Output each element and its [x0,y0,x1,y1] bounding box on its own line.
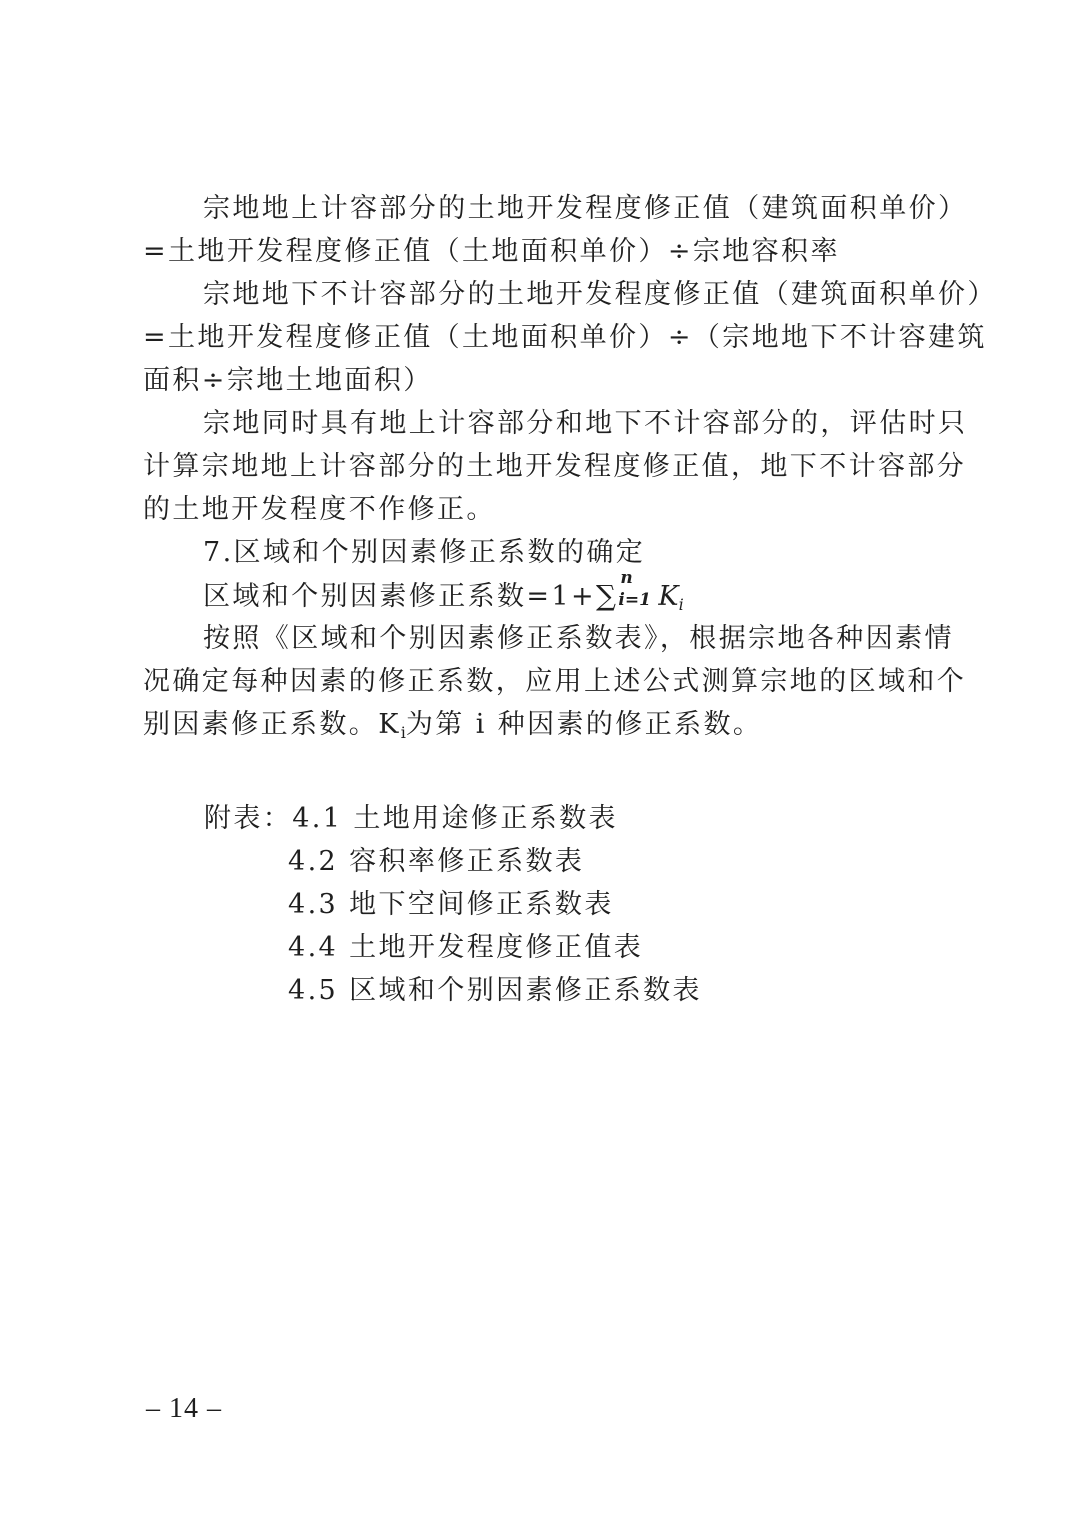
paragraph-line: 计算宗地地上计容部分的土地开发程度修正值，地下不计容部分 [143,451,967,482]
section-heading: 7.区域和个别因素修正系数的确定 [203,537,646,568]
appendix-label: 附表： [204,803,293,834]
ki-subscript: i [400,723,406,742]
paragraph-line: 面积÷宗地土地面积） [143,365,433,396]
appendix-item: 4.3 地下空间修正系数表 [288,889,614,920]
appendix-item: 4.1 土地用途修正系数表 [292,803,618,834]
appendix-row [204,797,702,840]
sum-upper-limit: n [620,568,633,588]
page-number: – 14 – [146,1393,222,1424]
paragraph-mixed [143,402,968,531]
paragraph-line: 况确定每种因素的修正系数，应用上述公式测算宗地的区域和个 [143,666,967,697]
sum-limits [618,568,658,610]
appendix-item: 4.5 区域和个别因素修正系数表 [288,975,702,1006]
sum-symbol: ∑ [596,579,619,612]
appendix-item: 4.2 容积率修正系数表 [288,846,585,877]
paragraph-line: 宗地地上计容部分的土地开发程度修正值（建筑面积单价） [203,193,968,224]
appendix-list [204,797,702,1012]
paragraph-line: 按照《区域和个别因素修正系数表》，根据宗地各种因素情 [203,623,954,654]
formula-variable: K [658,581,679,612]
paragraph-coefficients [143,617,967,754]
formula-variable-subscript: i [678,595,684,614]
paragraph-line: 宗地地下不计容部分的土地开发程度修正值（建筑面积单价） [203,279,997,310]
line-prefix: 别因素修正系数。 [143,709,379,740]
paragraph-underground [143,273,997,402]
section-7 [143,531,963,626]
appendix-item: 4.4 土地开发程度修正值表 [288,932,644,963]
paragraph-line: 宗地同时具有地上计容部分和地下不计容部分的，评估时只 [203,408,968,439]
sum-lower-limit: i=1 [618,590,651,610]
paragraph-above-ground [143,187,968,273]
paragraph-line: 的土地开发程度不作修正。 [143,494,496,525]
line-suffix: 为第 i 种因素的修正系数。 [405,709,763,740]
paragraph-line [143,703,963,754]
paragraph-line: =土地开发程度修正值（土地面积单价）÷宗地容积率 [143,236,840,267]
paragraph-line: =土地开发程度修正值（土地面积单价）÷（宗地地下不计容建筑 [143,322,987,353]
ki-variable: K [378,709,401,740]
formula-prefix: 区域和个别因素修正系数=1+ [203,581,597,612]
